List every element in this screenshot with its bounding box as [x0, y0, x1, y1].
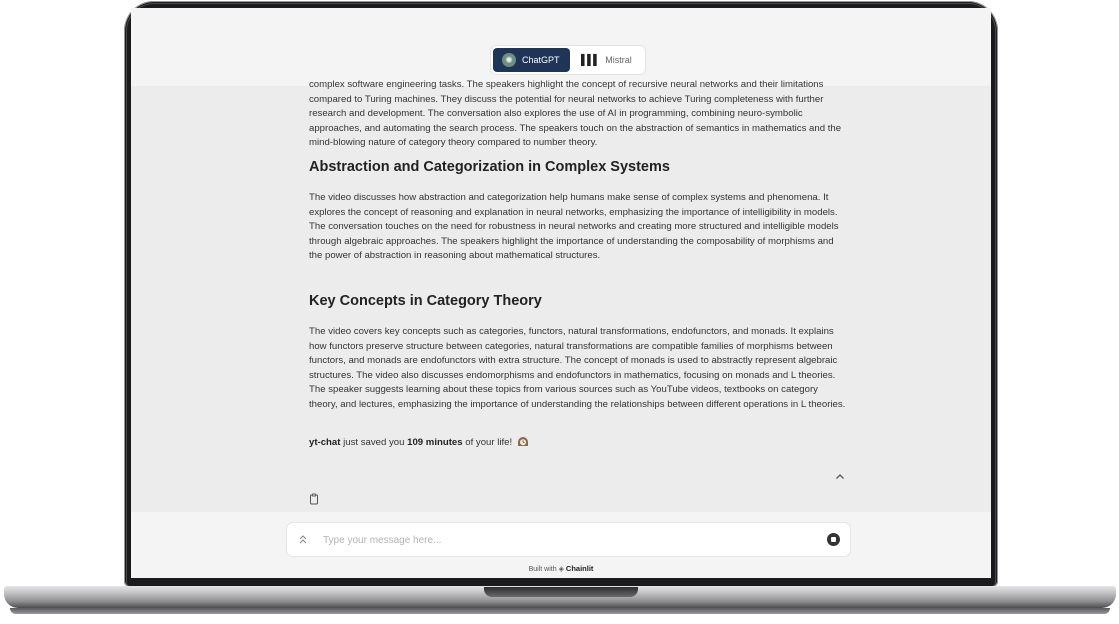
laptop-notch: [484, 587, 638, 597]
message-composer: [286, 522, 851, 557]
footer-brand: Chainlit: [565, 564, 594, 573]
top-bar: [131, 8, 991, 86]
chainlit-logo-icon: ◈: [558, 566, 564, 573]
tab-mistral[interactable]: [572, 48, 641, 72]
stop-button[interactable]: [827, 533, 840, 546]
copy-clipboard-icon[interactable]: [309, 493, 319, 505]
saved-suffix: of your life!: [462, 437, 515, 448]
section-paragraph: The video discusses how abstraction and categorization help humans make sense of complex systems and phenomena. It explores the concept of reasoning and explanation in neural networks, emphasizing the importance of intelligibility in models. The conversation touches on the need for robustness in neural networks and creating more structured and intelligible models through algebraic approaches. The speakers highlight the importance of understanding the composability of morphisms and the power of abstraction in reasoning about mathematical structures.: [309, 192, 839, 262]
chatgpt-logo-icon: ✺: [502, 53, 516, 67]
chevrons-up-icon[interactable]: [297, 533, 309, 546]
app-window: [131, 8, 991, 578]
composer-area: [131, 512, 991, 578]
collapse-chevron-up-icon[interactable]: [834, 470, 846, 482]
app-name: yt-chat: [309, 437, 341, 448]
built-with-footer[interactable]: [131, 564, 991, 573]
laptop-base-foot: [10, 608, 1110, 614]
time-saved-line: [309, 437, 529, 448]
section-heading: Key Concepts in Category Theory: [309, 293, 542, 309]
tab-chatgpt-label: ChatGPT: [522, 55, 560, 65]
chat-content[interactable]: [131, 79, 991, 512]
mistral-logo-icon: ▌▌▌: [581, 54, 600, 66]
provider-switch: [490, 45, 646, 75]
saved-text: just saved you: [340, 437, 408, 448]
intro-paragraph: complex software engineering tasks. The speakers highlight the concept of recursive neural networks and their limitations compared to Turing machines. They discuss the potential for neural networks to achieve Turing completeness with further research and development. The conversation also explores the use of AI in programming, combining neuro-symbolic approaches, and automating the search process. The speakers touch on the abstraction of semantics in mathematics and the mind-blowing nature of category theory compared to number theory.: [309, 79, 842, 149]
tab-mistral-label: Mistral: [605, 55, 632, 65]
stop-square-icon: [831, 537, 836, 542]
mantelpiece-clock-icon: [517, 437, 529, 446]
section-heading: Abstraction and Categorization in Complex Systems: [309, 159, 670, 175]
message-input[interactable]: [321, 523, 815, 558]
footer-prefix: Built with: [528, 566, 557, 573]
saved-minutes: 109 minutes: [407, 437, 463, 448]
tab-chatgpt[interactable]: [493, 48, 570, 72]
section-paragraph: The video covers key concepts such as categories, functors, natural transformations, endofunctors, and monads. It explains how functors preserve structure between categories, natural transformations are compatible families of morphisms between functors, and monads are endofunctors with extra structure. The concept of monads is used to abstractly represent algebraic structures. The video also discusses endomorphisms and endofunctors in mathematics, focusing on monads and L theories. The speaker suggests learning about these topics from various sources such as YouTube videos, textbooks on category theory, and lectures, emphasizing the importance of understanding the relationships between different operations in L theories.: [309, 326, 846, 410]
